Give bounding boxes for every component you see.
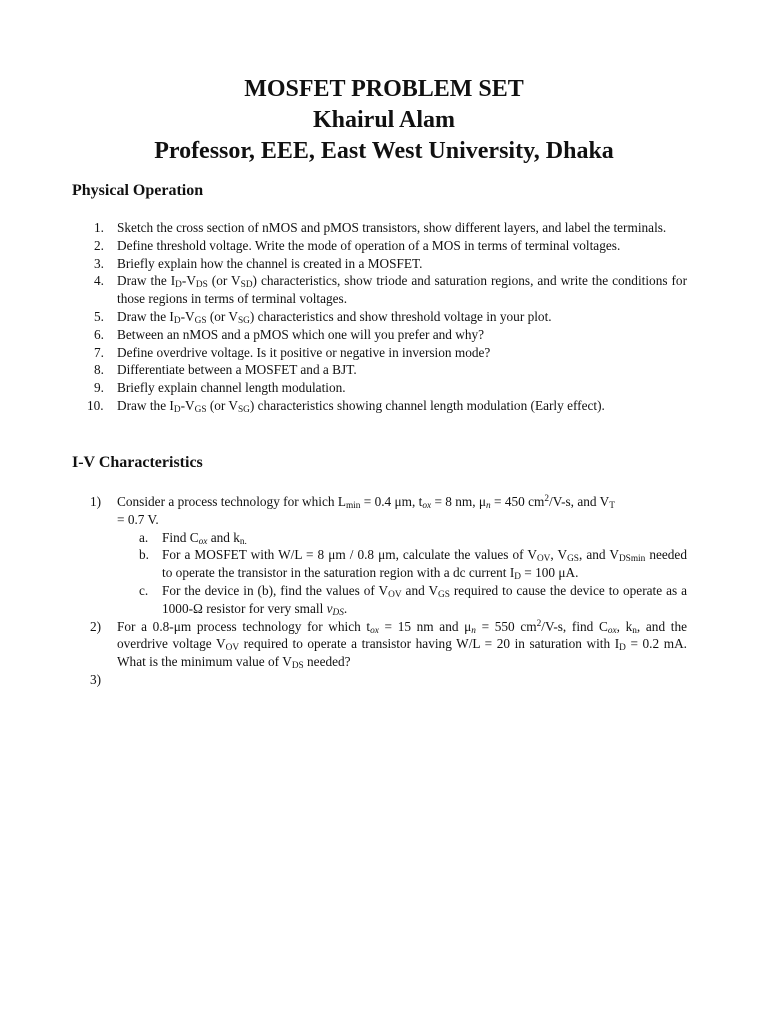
subproblem-text: Find $C_{ox}$ and $k_{n.}$ [162,529,247,547]
item-text: Differentiate between a MOSFET and a BJT. [117,362,357,378]
iv-problems-list [72,493,687,689]
item-number: 4. [94,273,104,289]
list-item [72,219,687,237]
item-text: Draw the $I_D-V_{GS}$ (or $V_{SG}$) characteristics showing channel length modulation (Early effect). [117,397,605,415]
item-text: Define overdrive voltage. Is it positive or negative in inversion mode? [117,344,491,360]
list-item [72,379,687,397]
physical-operation-list [72,219,687,415]
subproblem-text: For a MOSFET with W/L = 8 μm / 0.8 μm, calculate the values of $V_{OV}$, $V_{GS}$, and $V_{DSmin}$ needed to operate the transistor in the saturation region with a dc current $I_D = 100$ μA. [162,547,687,583]
subproblem-item-a [117,529,687,547]
item-number: 2. [94,237,104,253]
problem-number: 3) [90,671,102,687]
item-text: Briefly explain channel length modulation. [117,380,346,396]
section-heading-iv-characteristics: I-V Characteristics [72,454,203,471]
item-text: Draw the $I_D-V_{GS}$ (or $V_{SG}$) characteristics and show threshold voltage in your plot. [117,308,552,326]
item-text: Between an nMOS and a pMOS which one will you prefer and why? [117,326,485,342]
title-block [0,74,768,167]
subproblem-item-b [117,546,687,582]
subproblem-list [117,529,687,618]
item-number: 6. [94,326,104,342]
item-number: 8. [94,362,104,378]
subproblem-item-c [117,582,687,618]
list-item [72,326,687,344]
document-title: MOSFET PROBLEM SET [244,76,524,102]
problem-text: Consider a process technology for which $L_{min} = 0.4$ μm, $t_{ox} = 8$ nm, $\mu_n = 450$ $cm^2/V-s$, and $V_T$ [117,494,615,511]
author-affiliation: Professor, EEE, East West University, Dhaka [154,138,614,164]
subproblem-number: c. [139,582,149,598]
list-item [72,344,687,362]
item-number: 5. [94,308,104,324]
list-item [72,397,687,415]
problem-item-3 [72,671,687,689]
list-item [72,237,687,255]
item-text: Define threshold voltage. Write the mode of operation of a MOS in terms of terminal voltages. [117,237,621,253]
list-item [72,361,687,379]
list-item [72,255,687,273]
problem-text: For a 0.8-μm process technology for which $t_{ox} = 15$ nm and $\mu_n = 550$ $cm^2/V-s$, find $C_{ox}$, $k_n$, and the overdrive voltage $V_{OV}$ required to operate a transistor having W/L = 20 in saturation with $I_D = 0.2$ mA. What is the minimum value of $V_{DS}$ needed? [117,618,687,672]
list-item [72,308,687,326]
subproblem-text: For the device in (b), find the values of $V_{OV}$ and $V_{GS}$ required to cause the device to operate as a 1000-Ω resistor for very small $v_{DS}$. [162,582,687,618]
subproblem-number: b. [139,547,149,563]
item-text: Briefly explain how the channel is created in a MOSFET. [117,255,423,271]
list-item [72,272,687,308]
item-text: Draw the $I_D-V_{DS}$ (or $V_{SD}$) characteristics, show triode and saturation regions, and write the conditions for those regions in terms of terminal voltages. [117,273,687,307]
problem-item-1 [72,493,687,618]
problem-number: 2) [90,618,102,634]
item-number: 10. [87,397,104,413]
problem-item-2 [72,618,687,671]
author-name: Khairul Alam [312,107,456,133]
item-number: 3. [94,255,104,271]
subproblem-number: a. [139,529,149,545]
section-heading-physical-operation: Physical Operation [72,182,204,199]
problem-text-continued: = 0.7 V. [117,511,159,527]
item-number: 7. [94,344,104,360]
item-text: Sketch the cross section of nMOS and pMOS transistors, show different layers, and label the terminals. [117,220,667,235]
problem-number: 1) [90,494,102,509]
item-number: 1. [94,220,104,235]
item-number: 9. [94,380,104,396]
